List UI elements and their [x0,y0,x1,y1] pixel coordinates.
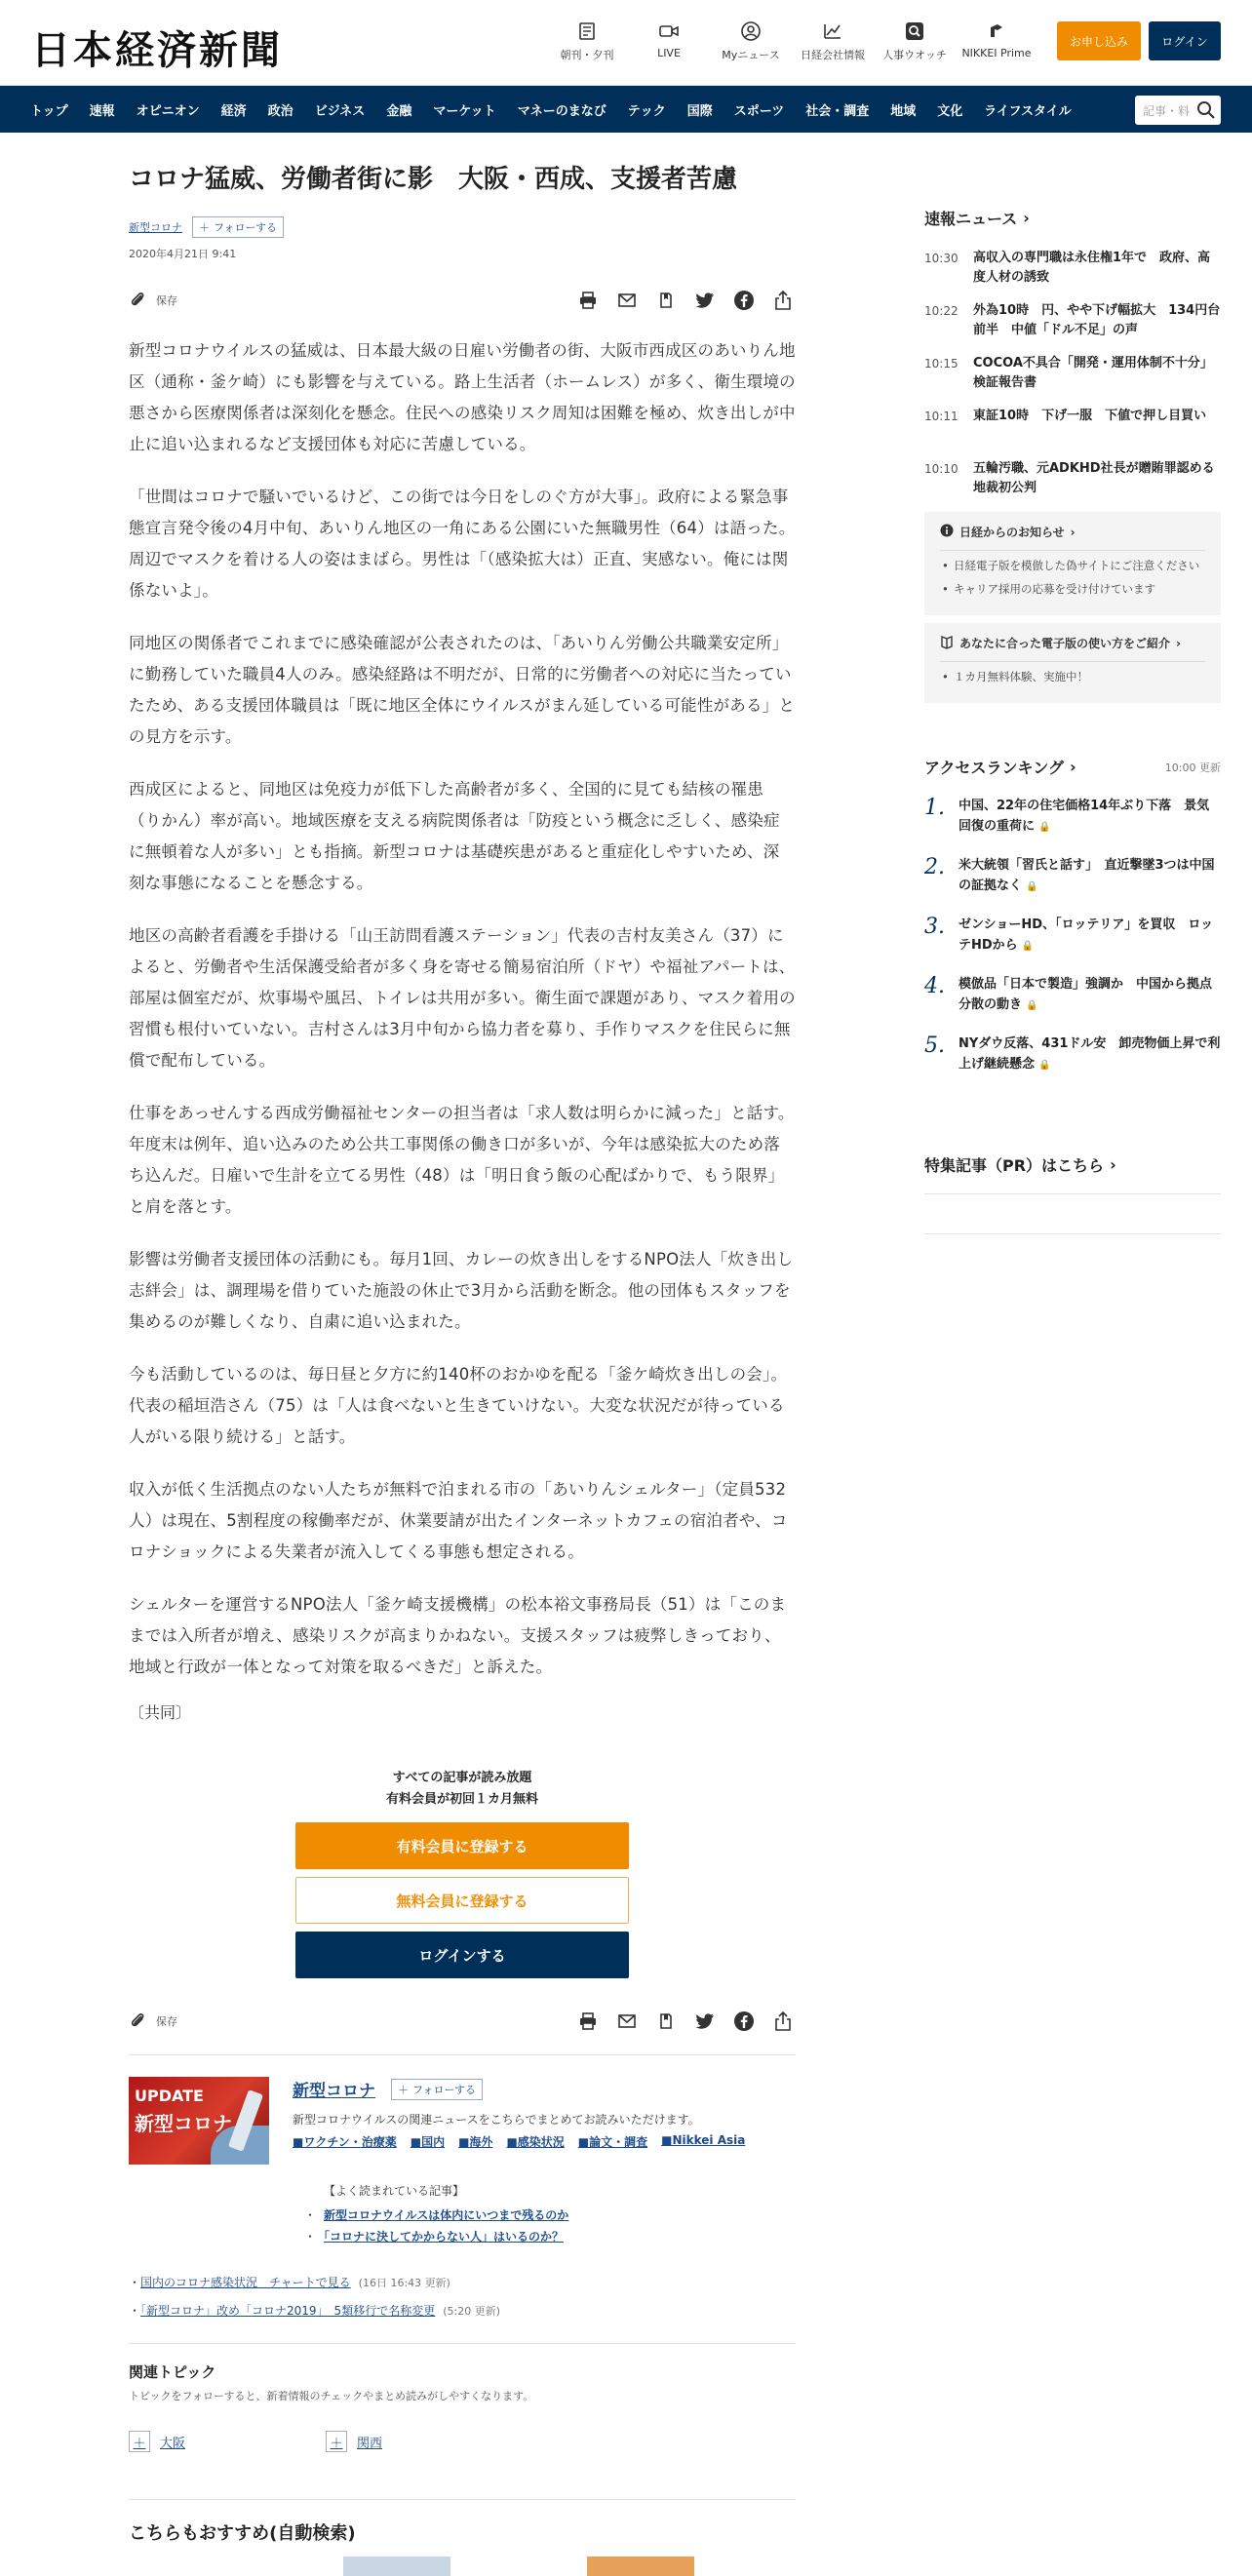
related-topics-title: 関連トピック [129,2363,216,2382]
header-nav-live[interactable] [628,20,710,62]
apply-button[interactable]: お申し込み [1057,21,1141,60]
list-item [324,2226,796,2247]
topic-box-head [293,2077,796,2101]
rank-number: 2. [924,855,945,879]
recommend-preview [129,2556,796,2576]
article-credit: 〔共同〕 [129,1703,192,1723]
category-item[interactable]: トップ [30,103,68,119]
ranking-item[interactable] [924,915,1221,956]
news-item[interactable] [924,407,1221,449]
category-list [20,86,1082,133]
topic-tag-link[interactable]: ■海外 [458,2135,493,2150]
topic-thumbnail[interactable] [129,2077,269,2165]
header-nav-label: LIVE [657,47,681,59]
notice-item[interactable]: • 日経電子版を模倣した偽サイトにご注意ください [940,557,1205,574]
article-paragraph: 収入が低く生活拠点のない人たちが無料で泊まれる市の「あいりんシェルター」（定員532人）は現在、5割程度の稼働率だが、休業要請が出たインターネットカフェの宿泊者や、コロナショックによる失業者が流入してくる事態も想定される。 [129,1480,788,1562]
share-icon[interactable] [770,288,796,313]
topic-tag-link[interactable]: ■国内 [410,2135,446,2150]
rank-headline [959,855,1221,897]
news-item[interactable] [924,301,1221,344]
header-nav-label: 人事ウオッチ [882,49,947,61]
related-link[interactable]: 国内のコロナ感染状況 チャートで見る [140,2276,351,2290]
login-button[interactable]: ログイン [1149,21,1221,60]
news-headline: COCOA不具合「開発・運用体制不十分」 検証報告書 [973,356,1220,390]
popular-title: 【よく読まれている記事】 [324,2184,465,2199]
topic-description: 新型コロナウイルスの関連ニュースをこちらでまとめてお読みいただけます。 [293,2113,700,2127]
thumbnail-line1: UPDATE [135,2087,204,2106]
article-paragraph: シェルターを運営するNPO法人「釜ケ崎支援機構」の松本裕文事務局長（51）は「このままでは入所者が増え、感染リスクが高まりかねない。支援スタッフは疲弊しきっており、地域と行政が一体となって対策を取るべきだ」と訴えた。 [129,1595,787,1677]
paywall-line1: すべての記事が読み放題 [392,1771,532,1786]
header-nav-label: NIKKEI Prime [961,47,1032,59]
topic-link[interactable]: 新型コロナ [129,221,182,235]
thumbnail-line2: 新型コロナ [135,2112,232,2136]
paperclip-icon [129,2010,146,2033]
category-item[interactable]: ビジネス [314,103,366,119]
ranking-header [924,756,1221,778]
print-icon[interactable] [575,2009,601,2034]
search-icon [904,20,925,43]
paywall [129,1768,796,1978]
rank-number: 3. [924,915,945,939]
category-item[interactable]: マーケット [433,103,496,119]
paid-register-button[interactable]: 有料会員に登録する [295,1822,629,1869]
category-item[interactable]: 経済 [220,103,247,119]
rank-headline-text: 米大統領「習氏と話す」 直近撃墜3つは中国の証拠なく [959,858,1215,893]
lock-icon: 🔒 [1021,941,1035,952]
related-links [129,2269,796,2325]
article-paragraph: 「世間はコロナで騒いでいるけど、この街では今日をしのぐ方が大事」。政府による緊急事態宣言発令後の4月中旬、あいりん地区の一角にある公園にいた無職男性（64）は語った。周辺でマスクを着ける人の姿はまばら。男性は「（感染拡大は）正直、実感ない。俺には関係ないよ」。 [129,488,796,601]
mail-icon[interactable] [614,2009,640,2034]
recommend-title: こちらもおすすめ(自動検索) [129,2499,796,2545]
ranking-item[interactable] [924,796,1221,838]
article-paragraph: 西成区によると、同地区は免疫力が低下した高齢者が多く、全国的に見ても結核の罹患（りかん）率が高い。地域医療を支える病院関係者は「防疫という概念に乏しく、感染症に無頓着な人が多い」とも指摘。新型コロナは基礎疾患があると重症化しやすいため、深刻な事態になることを懸念する。 [129,780,780,893]
copy-icon[interactable] [653,2009,679,2034]
recommend-thumbnail[interactable] [343,2556,450,2576]
related-topic-list [129,2431,796,2452]
related-link-row [129,2269,796,2297]
share-buttons [575,288,796,313]
category-bar [0,86,1252,133]
guide-item[interactable]: • １カ月無料体験、実施中！ [940,668,1205,685]
rank-headline-text: NYダウ反落、431ドル安 卸売物価上昇で利上げ継続懸念 [959,1036,1221,1072]
search-icon[interactable] [1195,99,1217,124]
save-button[interactable] [129,290,177,312]
info-icon [940,524,954,540]
news-headline: 高収入の専門職は永住権1年で 政府、高度人材の誘致 [973,251,1211,285]
pr-title[interactable] [924,1153,1221,1176]
category-item[interactable]: 国際 [686,103,713,119]
rank-headline [959,915,1221,956]
rank-headline-text: ゼンショーHD、「ロッテリア」を買収 ロッテHDから [959,917,1214,953]
lock-icon: 🔒 [1038,822,1051,833]
article-title: コロナ猛威、労働者街に影 大阪・西成、支援者苦慮 [129,165,738,194]
twitter-icon[interactable] [692,288,718,313]
breaking-news-list [924,249,1228,502]
news-headline: 五輪汚職、元ADKHD社長が贈賄罪認める 地裁初公判 [973,461,1228,495]
notice-box [924,512,1221,615]
popular-list [324,2205,796,2247]
ranking-label: アクセスランキング [924,759,1065,777]
header-nav-company[interactable] [792,20,874,62]
rank-headline-text: 模倣品「日本で製造」強調か 中国から拠点分散の動き [959,977,1213,1012]
chevron-right-icon: › [1023,209,1030,227]
save-label: 保存 [156,2015,177,2029]
plus-icon: ＋ [398,2083,409,2096]
follow-button[interactable] [391,2079,483,2100]
copy-icon[interactable] [653,288,679,313]
plus-icon[interactable]: ＋ [326,2431,347,2452]
topic-tag-link[interactable]: ■ワクチン・治療薬 [293,2135,397,2150]
paywall-line2: 有料会員が初回１カ月無料 [385,1792,538,1808]
ranking-item[interactable] [924,855,1221,897]
topic-box [129,2077,796,2165]
guide-label: あなたに合った電子版の使い方をご紹介 [959,637,1171,650]
plus-icon[interactable]: ＋ [129,2431,150,2452]
chart-icon [822,20,843,43]
ranking-title[interactable] [924,756,1076,778]
notice-item[interactable]: • キャリア採用の応募を受け付けています [940,580,1205,598]
nikkei-logo[interactable]: 日本経済新聞 [31,27,283,73]
save-label: 保存 [156,294,177,308]
category-item[interactable]: ライフスタイル [984,103,1072,119]
divider [924,1233,1221,1234]
ranking-updated: 10:00 更新 [1164,761,1221,774]
category-item[interactable]: 社会・調査 [805,103,870,119]
guide-list [940,661,1205,685]
bullet: ・ [129,2276,141,2290]
rank-headline-text: 中国、22年の住宅価格14年ぶり下落 景気回復の重荷に [959,799,1210,834]
category-item[interactable]: スポーツ [733,103,785,119]
topic-name-link[interactable]: 新型コロナ [293,2082,375,2102]
header-nav-prime[interactable] [956,20,1037,62]
related-topic-item[interactable] [326,2431,523,2452]
book-icon [940,635,954,651]
category-item[interactable]: オピニオン [136,103,200,119]
header-nav-label: Myニュース [722,49,780,61]
print-icon[interactable] [575,288,601,313]
popular-article-link[interactable]: 「コロナに決してかからない人」はいるのか？ [324,2230,565,2244]
article-toolbar [129,285,796,316]
related-time: (16日 16:43 更新) [358,2277,450,2290]
follow-label: フォローする [214,221,277,235]
recommend-thumbnail[interactable] [587,2556,694,2576]
article-paragraph: 影響は労働者支援団体の活動にも。毎月1回、カレーの炊き出しをするNPO法人「炊き出し志絆会」は、調理場を借りていた施設の休止で3月から活動を断念。他の団体もスタッフを集めるのが難しくなり、自粛に追い込まれた。 [129,1250,794,1332]
related-topic-item[interactable] [129,2431,326,2452]
ranking-item[interactable] [924,1034,1221,1075]
guide-title[interactable] [940,635,1205,651]
ranking-list [924,796,1221,1075]
related-topics-desc: トピックをフォローすると、新着情報のチェックやまとめ読みがしやすくなります。 [129,2390,534,2403]
plus-icon: ＋ [199,221,210,235]
header-nav-label: 朝刊・夕刊 [560,49,614,61]
header-nav-mynews[interactable] [710,20,792,62]
article-paragraph: 仕事をあっせんする西成労働福祉センターの担当者は「求人数は明らかに減った」と話す。年度末は例年、追い込みのため公共工事関係の働き口が多いが、今年は感染拡大のため落ち込んだ。日雇いで生計を立てる男性（48）は「明日食う飯の心配ばかりで、もう限界」と肩を落とす。 [129,1104,795,1217]
popular-article-link[interactable]: 新型コロナウイルスは体内にいつまで残るのか [324,2208,569,2223]
facebook-icon[interactable] [731,2009,757,2034]
list-item [324,2205,796,2226]
article-date: 2020年4月21日 9:41 [129,248,237,261]
breaking-news-title[interactable] [924,207,1221,229]
related-time: (5:20 更新) [443,2305,500,2319]
ranking-item[interactable] [924,974,1221,1016]
share-buttons [575,2009,796,2034]
follow-button[interactable] [192,216,284,238]
category-item[interactable]: テック [627,103,666,119]
notice-title[interactable] [940,524,1205,540]
breaking-news-label: 速報ニュース [924,210,1018,228]
pr-list [924,1193,1221,1234]
news-time: 10:22 [924,304,959,318]
twitter-icon[interactable] [692,2009,718,2034]
user-icon [740,20,762,43]
news-time: 10:15 [924,357,959,371]
chevron-right-icon: › [1110,1155,1116,1174]
article-toolbar-bottom [129,2006,796,2037]
news-item[interactable] [924,249,1221,292]
news-item[interactable] [924,459,1228,502]
save-button[interactable] [129,2010,177,2033]
free-register-button[interactable]: 無料会員に登録する [295,1877,629,1924]
category-item[interactable]: 政治 [267,103,293,119]
article-paragraph: 新型コロナウイルスの猛威は、日本最大級の日雇い労働者の街、大阪市西成区のあいりん地区（通称・釜ケ崎）にも影響を与えている。路上生活者（ホームレス）が多く、衛生環境の悪さから医療関係者は深刻化を懸念。住民への感染リスク周知は困難を極め、炊き出しが中止に追い込まれるなど支援団体も対応に苦慮している。 [129,341,796,454]
facebook-icon[interactable] [731,288,757,313]
share-icon[interactable] [770,2009,796,2034]
mail-icon[interactable] [614,288,640,313]
related-topics [129,2361,796,2452]
category-item[interactable]: 金融 [386,103,412,119]
search-input[interactable] [1135,96,1221,125]
site-header [0,0,1252,86]
follow-label: フォローする [412,2083,476,2096]
divider [129,2343,796,2344]
notice-list [940,550,1205,598]
article-paragraph: 地区の高齢者看護を手掛ける「山王訪問看護ステーション」代表の吉村友美さん（37）によると、労働者や生活保護受給者が多く身を寄せる簡易宿泊所（ドヤ）や福祉アパートは、部屋は個室だが、炊事場や風呂、トイレは共用が多い。衛生面で課題があり、マスク着用の習慣も根付いていない。吉村さんは3月中旬から協力者を募り、手作りマスクを住民らに無償で配布している。 [129,926,796,1071]
topic-tags [293,2133,796,2150]
category-item[interactable]: 地域 [890,103,917,119]
topic-box-body [293,2077,796,2165]
notice-label: 日経からのお知らせ [959,526,1065,539]
related-link[interactable]: 「新型コロナ」改め「コロナ2019」 5類移行で名称変更 [140,2304,436,2319]
rank-number: 5. [924,1034,945,1058]
article-body [129,335,796,1683]
paperclip-icon [129,290,146,312]
related-link-row [129,2297,796,2325]
rank-number: 1. [924,796,945,820]
news-headline: 外為10時 円、やや下げ幅拡大 134円台前半 中値「ドル不足」の声 [973,303,1221,337]
topic-tag-link[interactable]: ■Nikkei Asia [661,2133,746,2148]
related-topic-label: 関西 [357,2436,383,2451]
topic-tag-link[interactable]: ■論文・調査 [577,2135,648,2150]
divider [924,1193,1221,1194]
bullet: ・ [129,2304,141,2319]
topic-tag-link[interactable]: ■感染状況 [506,2135,565,2150]
pr-label: 特集記事（PR）はこちら [924,1156,1105,1175]
chevron-right-icon: › [1070,758,1076,776]
topic-row [129,216,796,238]
video-icon [658,20,680,43]
news-item[interactable] [924,354,1221,397]
news-time: 10:11 [924,410,959,423]
news-headline: 東証10時 下げ一服 下値で押し目買い [973,409,1207,423]
lock-icon: 🔒 [1038,1060,1051,1071]
popular-articles [324,2182,796,2247]
article [129,133,796,2576]
search-placeholder: 記事・料 [1143,103,1191,118]
paywall-login-button[interactable]: ログインする [295,1932,629,1978]
divider [129,2054,796,2055]
article-paragraph: 今も活動しているのは、毎日昼と夕方に約140杯のおかゆを配る「釜ケ崎炊き出しの会」。代表の稲垣浩さん（75）は「人は食べないと生きていけない。大変な状況だが待っている人がいる限り続ける」と話す。 [129,1365,788,1447]
chevron-right-icon: › [1176,636,1181,650]
news-time: 10:30 [924,252,959,265]
category-item[interactable]: マネーのまなび [517,103,606,119]
chevron-right-icon: › [1070,525,1076,539]
sidebar [924,133,1228,1273]
header-nav [546,20,1037,62]
prime-icon [986,20,1007,43]
related-topic-label: 大阪 [160,2436,186,2451]
rank-headline [959,974,1221,1016]
article-paragraph: 同地区の関係者でこれまでに感染確認が公表されたのは、「あいりん労働公共職業安定所」に勤務していた職員4人のみ。感染経路は不明だが、日常的に労働者への対応に当たっていたため、ある支援団体職員は「既に地区全体にウイルスがまん延している可能性がある」との見方を示す。 [129,634,796,747]
rank-headline [959,796,1221,838]
news-time: 10:10 [924,462,959,476]
header-nav-paper[interactable] [546,20,628,62]
rank-number: 4. [924,974,945,998]
header-nav-jinji[interactable] [874,20,956,62]
header-nav-label: 日経会社情報 [801,49,865,61]
newspaper-icon [577,20,597,43]
guide-box [924,623,1221,703]
category-item[interactable]: 速報 [89,103,115,119]
lock-icon: 🔒 [1026,881,1038,892]
rank-headline [959,1034,1221,1075]
category-item[interactable]: 文化 [937,103,963,119]
lock-icon: 🔒 [1026,1000,1038,1011]
